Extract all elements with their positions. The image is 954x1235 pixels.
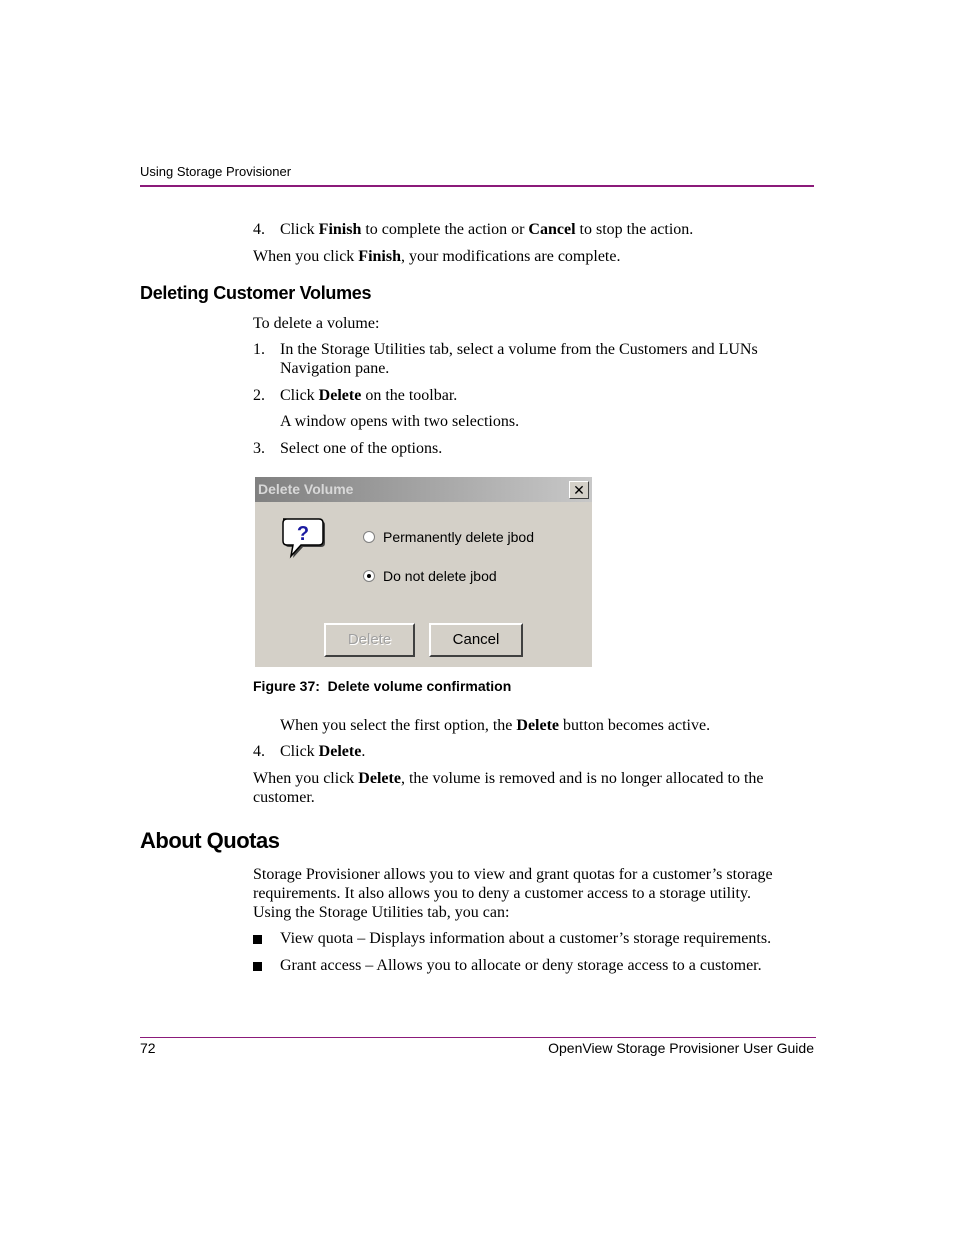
cancel-button[interactable]: Cancel (429, 623, 523, 657)
step-number: 3. (253, 440, 265, 457)
paragraph: When you click Delete, the volume is removed and is no longer allocated to the customer. (253, 770, 764, 806)
option-label: Do not delete jbod (383, 568, 497, 584)
paragraph: To delete a volume: (253, 315, 380, 332)
svg-text:?: ? (296, 523, 310, 545)
header-rule (140, 185, 814, 187)
list-item: View quota – Displays information about a customer’s storage requirements. (280, 930, 772, 947)
page-number: 72 (140, 1040, 156, 1056)
section-heading: Deleting Customer Volumes (140, 283, 372, 303)
paragraph: Storage Provisioner allows you to view and grant quotas for a customer’s storage requirements. It also allows you to deny a customer access to a storage utility. Using the Storage Utilities tab, you can: (253, 866, 773, 921)
step-text: In the Storage Utilities tab, select a volume from the Customers and LUNs Navigation pane. (280, 341, 758, 377)
step-note: When you select the first option, the Delete button becomes active. (280, 717, 711, 734)
radio-do-not-delete[interactable] (363, 570, 375, 582)
section-heading: About Quotas (140, 828, 280, 853)
footer-title: OpenView Storage Provisioner User Guide (548, 1040, 814, 1056)
list-item: Grant access – Allows you to allocate or deny storage access to a customer. (280, 957, 762, 974)
delete-button[interactable]: Delete (324, 623, 415, 657)
footer-rule (140, 1037, 816, 1038)
bullet-icon (253, 935, 262, 944)
delete-volume-dialog (255, 477, 592, 667)
radio-selected-dot (367, 574, 371, 578)
option-label: Permanently delete jbod (383, 529, 534, 545)
step-text: Click Delete. (280, 743, 366, 760)
step-text: Click Delete on the toolbar. (280, 387, 458, 404)
paragraph: When you click Finish, your modifications are complete. (253, 248, 621, 265)
running-header: Using Storage Provisioner (140, 164, 292, 179)
radio-permanently-delete[interactable] (363, 531, 375, 543)
figure-caption: Figure 37: Delete volume confirmation (253, 678, 512, 694)
close-icon[interactable]: ✕ (569, 481, 589, 499)
bullet-icon (253, 962, 262, 971)
step-text: Click Finish to complete the action or Cancel to stop the action. (280, 221, 694, 238)
step-number: 4. (253, 221, 265, 238)
step-number: 1. (253, 341, 265, 358)
question-balloon-icon (279, 515, 325, 559)
step-text: Select one of the options. (280, 440, 443, 457)
step-note: A window opens with two selections. (280, 413, 520, 430)
step-number: 2. (253, 387, 265, 404)
dialog-title: Delete Volume (255, 477, 592, 502)
step-number: 4. (253, 743, 265, 760)
